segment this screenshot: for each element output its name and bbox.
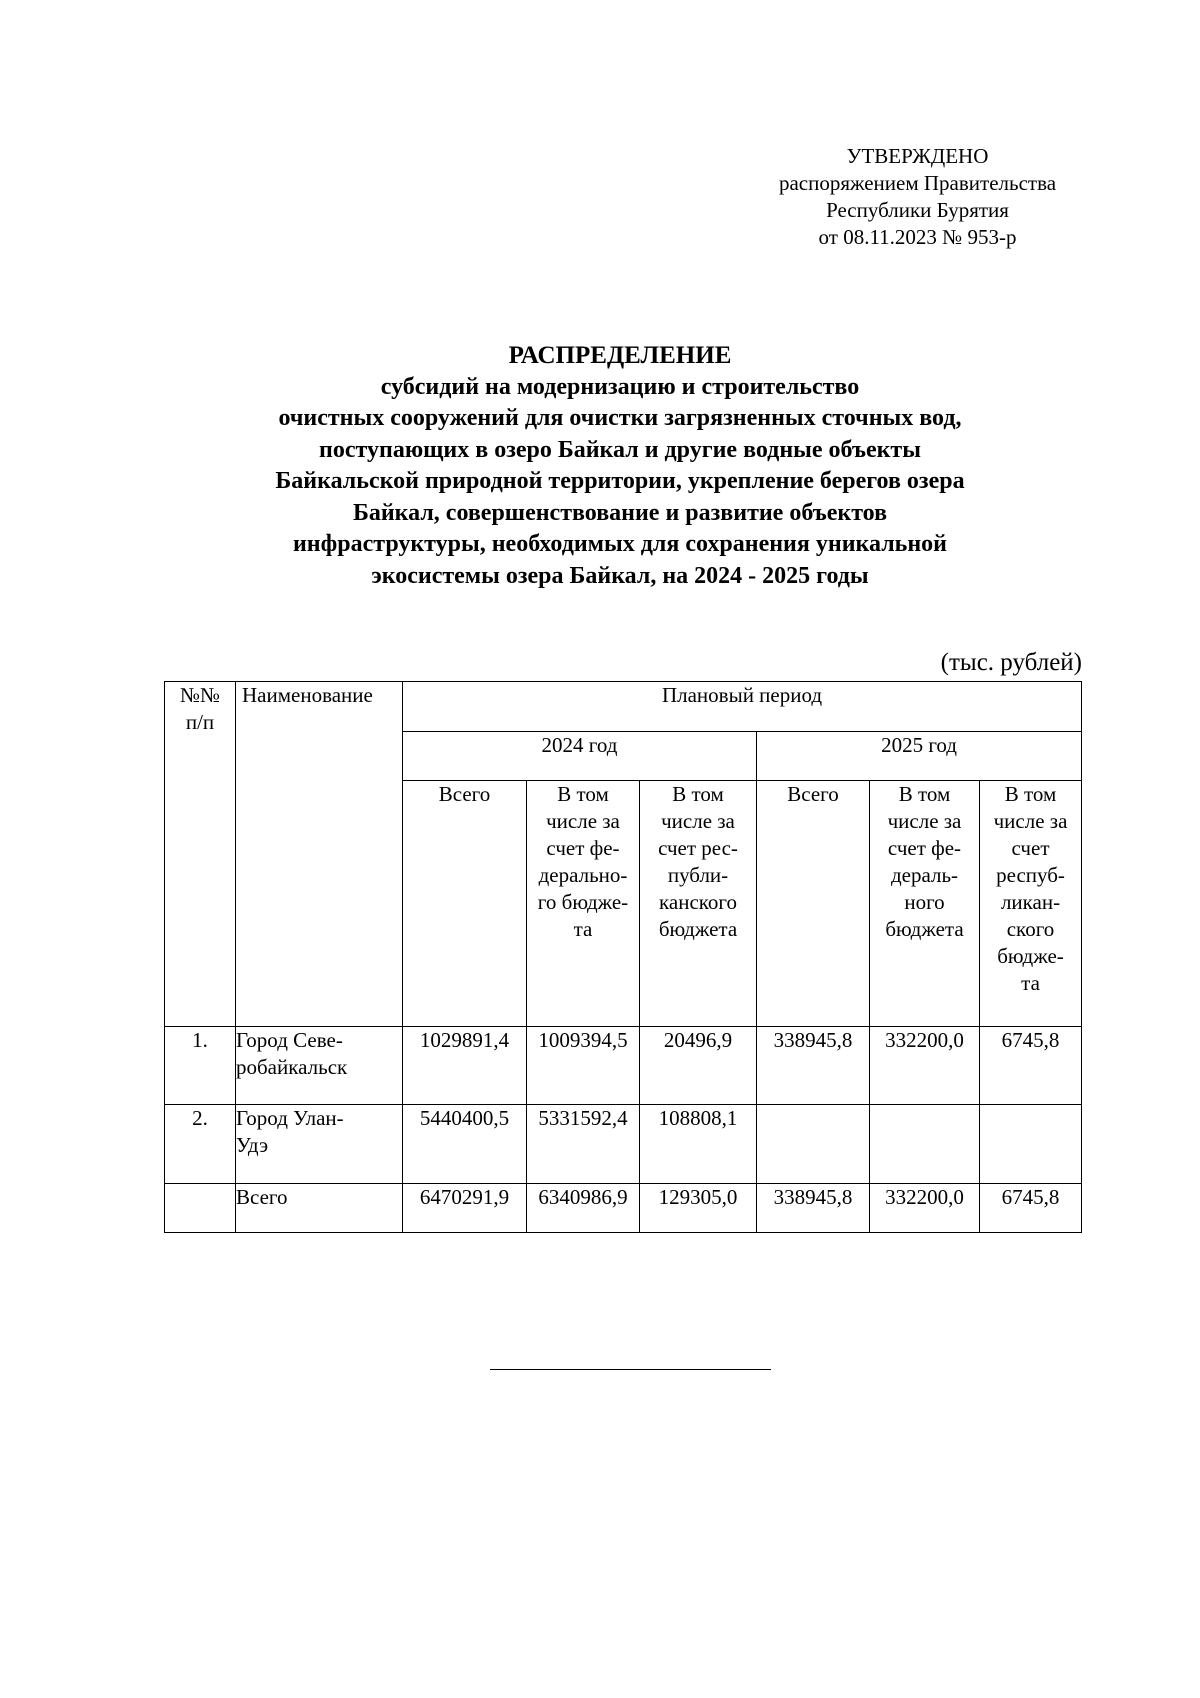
header-text-line: публи- bbox=[667, 863, 729, 887]
cell-federal-2025: 332200,0 bbox=[870, 1027, 980, 1105]
header-text-line: В том bbox=[1004, 782, 1057, 806]
header-text-line: числе за bbox=[993, 809, 1068, 833]
header-text-line: канского bbox=[659, 890, 737, 914]
header-text-line: респуб- bbox=[996, 863, 1065, 887]
title-heading: РАСПРЕДЕЛЕНИЕ bbox=[508, 342, 732, 369]
row-name-line: Город Улан- bbox=[236, 1106, 344, 1130]
header-text-line: дерально- bbox=[538, 863, 628, 887]
total-label: Всего bbox=[236, 1184, 403, 1233]
header-num-line: №№ bbox=[179, 683, 221, 707]
header-text-line: В том bbox=[672, 782, 724, 806]
header-total-2024: Всего bbox=[403, 781, 527, 1027]
header-year-2024: 2024 год bbox=[403, 732, 757, 781]
approval-republic: Республики Бурятия bbox=[826, 198, 1009, 222]
header-text-line: числе за bbox=[887, 809, 962, 833]
title-line: очистных сооружений для очистки загрязненных сточных вод, bbox=[278, 405, 962, 431]
title-line: Байкал, совершенствование и развитие объектов bbox=[352, 499, 888, 526]
header-republic-2025 bbox=[980, 781, 1082, 1027]
cell-total-2024: 1029891,4 bbox=[403, 1027, 527, 1105]
row-name-line: Город Севе- bbox=[236, 1028, 343, 1052]
row-name bbox=[236, 1105, 403, 1184]
header-text-line: ского bbox=[1006, 917, 1055, 941]
header-text-line: числе за bbox=[546, 809, 620, 833]
header-text-line: дераль- bbox=[890, 863, 959, 887]
header-text-line: та bbox=[573, 917, 593, 941]
header-text-line: та bbox=[1021, 971, 1040, 995]
header-year-2025: 2025 год bbox=[757, 732, 1082, 781]
approval-order: распоряжением Правительства bbox=[778, 171, 1057, 195]
total-row-number bbox=[165, 1184, 236, 1233]
total-row bbox=[165, 1184, 1082, 1233]
header-text-line: го бюдже- bbox=[537, 890, 629, 914]
header-text-line: бюдже- bbox=[997, 944, 1064, 968]
header-total-2025: Всего bbox=[757, 781, 870, 1027]
total-republic-2024: 129305,0 bbox=[640, 1184, 757, 1233]
table-row bbox=[165, 1027, 1082, 1105]
total-republic-2025: 6745,8 bbox=[980, 1184, 1082, 1233]
row-number: 2. bbox=[165, 1105, 236, 1184]
title-line: поступающих в озеро Байкал и другие водные объекты bbox=[319, 436, 921, 463]
header-text-line: счет рес- bbox=[658, 836, 738, 860]
cell-federal-2025 bbox=[870, 1105, 980, 1184]
total-federal-2024: 6340986,9 bbox=[527, 1184, 640, 1233]
document-title bbox=[150, 340, 1090, 592]
cell-republic-2024: 20496,9 bbox=[640, 1027, 757, 1105]
cell-federal-2024: 1009394,5 bbox=[527, 1027, 640, 1105]
cell-total-2024: 5440400,5 bbox=[403, 1105, 527, 1184]
header-text-line: бюджета bbox=[658, 917, 738, 941]
row-name bbox=[236, 1027, 403, 1105]
title-line: субсидий на модернизацию и строительство bbox=[380, 373, 860, 400]
header-federal-2024 bbox=[527, 781, 640, 1027]
header-row-period bbox=[165, 682, 1082, 732]
header-text-line: ного bbox=[904, 890, 945, 914]
title-line: Байкальской природной территории, укрепление берегов озера bbox=[275, 468, 965, 494]
cell-federal-2024: 5331592,4 bbox=[527, 1105, 640, 1184]
title-line: экосистемы озера Байкал, на 2024 - 2025 годы bbox=[371, 562, 869, 589]
total-federal-2025: 332200,0 bbox=[870, 1184, 980, 1233]
row-name-line: Удэ bbox=[236, 1133, 269, 1157]
table-row bbox=[165, 1105, 1082, 1184]
header-text-line: В том bbox=[557, 782, 609, 806]
total-2025: 338945,8 bbox=[757, 1184, 870, 1233]
header-text-line: счет bbox=[1011, 836, 1050, 860]
approval-title: УТВЕРЖДЕНО bbox=[846, 144, 989, 168]
header-text-line: счет фе- bbox=[546, 836, 620, 860]
row-name-line: робайкальск bbox=[236, 1055, 348, 1079]
header-text-line: В том bbox=[898, 782, 951, 806]
cell-total-2025: 338945,8 bbox=[757, 1027, 870, 1105]
header-name: Наименование bbox=[236, 682, 403, 1027]
cell-republic-2025: 6745,8 bbox=[980, 1027, 1082, 1105]
cell-total-2025 bbox=[757, 1105, 870, 1184]
subsidy-table bbox=[164, 681, 1082, 1233]
header-text-line: счет фе- bbox=[887, 836, 962, 860]
approval-block bbox=[735, 143, 1100, 251]
title-line: инфраструктуры, необходимых для сохранения уникальной bbox=[292, 531, 948, 557]
header-period: Плановый период bbox=[403, 682, 1082, 732]
header-text-line: числе за bbox=[661, 809, 735, 833]
approval-date: от 08.11.2023 № 953-р bbox=[818, 225, 1017, 249]
row-number: 1. bbox=[165, 1027, 236, 1105]
header-num bbox=[165, 682, 236, 1027]
units-label: (тыс. рублей) bbox=[940, 649, 1082, 676]
total-2024: 6470291,9 bbox=[403, 1184, 527, 1233]
footer-divider bbox=[490, 1369, 771, 1370]
header-num-line: п/п bbox=[185, 710, 215, 734]
header-federal-2025 bbox=[870, 781, 980, 1027]
header-text-line: ликан- bbox=[1000, 890, 1061, 914]
header-text-line: бюджета bbox=[885, 917, 964, 941]
cell-republic-2024: 108808,1 bbox=[640, 1105, 757, 1184]
cell-republic-2025 bbox=[980, 1105, 1082, 1184]
header-republic-2024 bbox=[640, 781, 757, 1027]
